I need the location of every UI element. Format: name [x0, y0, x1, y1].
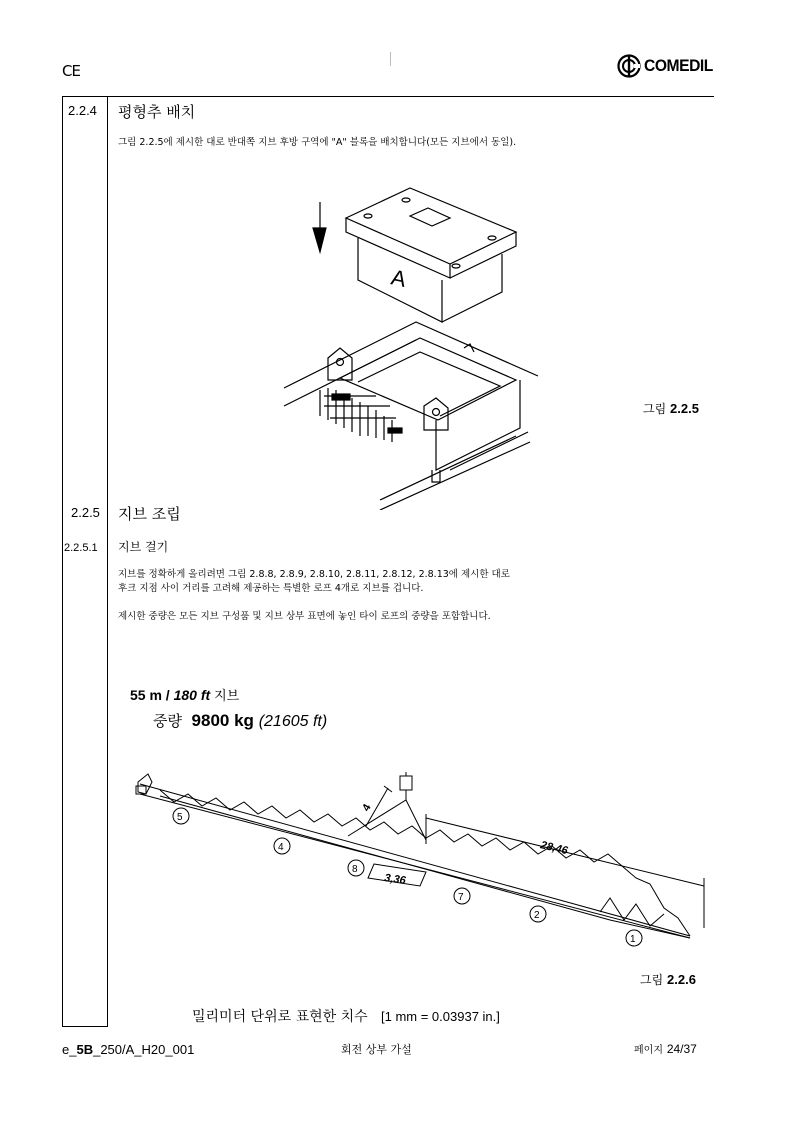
- figure-jib-lifting: [130, 768, 710, 948]
- part-4-label: 4: [278, 842, 284, 853]
- document-code: e_5B_250/A_H20_001: [62, 1042, 195, 1057]
- section-number-2-2-5: 2.2.5: [71, 505, 100, 520]
- section-2-2-5-1-para1-line1: 지브를 정확하게 올리려면 그림 2.8.8, 2.8.9, 2.8.10, 2.8.11, 2.8.12, 2.8.13에 제시한 대로: [118, 569, 510, 580]
- dimension-long: 28,46: [539, 839, 569, 858]
- part-5-label: 5: [177, 812, 183, 823]
- jib-length-spec: 55 m / 180 ft 지브: [130, 687, 240, 704]
- figure-counterweight-placement: [280, 180, 540, 510]
- logo-wordmark: COMEDIL: [644, 56, 713, 75]
- block-a-label: A: [388, 264, 409, 292]
- dimension-base: 3,36: [383, 872, 407, 887]
- section-number-2-2-5-1: 2.2.5.1: [64, 542, 98, 554]
- section-title-counterweight: 평형추 배치: [118, 103, 196, 121]
- ce-mark: CE: [62, 62, 80, 80]
- section-2-2-5-1-para2: 제시한 중량은 모든 지브 구성품 및 지브 상부 표면에 놓인 타이 로프의 중량을 포함합니다.: [118, 611, 491, 622]
- part-7-label: 7: [458, 892, 464, 903]
- part-1-label: 1: [630, 934, 636, 945]
- figure-2-2-5-caption: 그림 2.2.5: [643, 401, 699, 416]
- jib-weight-spec: 중량 9800 kg (21605 ft): [153, 711, 328, 730]
- section-title-jib-hooking: 지브 걸기: [118, 540, 169, 554]
- dimension-height: 4: [360, 802, 374, 814]
- section-title-jib-assembly: 지브 조립: [118, 505, 181, 523]
- section-number-2-2-4: 2.2.4: [68, 103, 97, 118]
- part-8-label: 8: [352, 864, 358, 875]
- crop-mark: [390, 52, 391, 66]
- section-2-2-4-text: 그림 2.2.5에 제시한 대로 반대쪽 지브 후방 구역에 "A" 블록을 배치합니다(모든 지브에서 동일).: [118, 137, 517, 148]
- units-note: 밀리미터 단위로 표현한 치수 [1 mm = 0.03937 in.]: [192, 1009, 500, 1025]
- footer-section-title: 회전 상부 가설: [341, 1043, 412, 1056]
- part-2-label: 2: [534, 910, 540, 921]
- page-number: 페이지 24/37: [634, 1042, 697, 1056]
- header-rule: [62, 96, 714, 97]
- section-number-column: [62, 96, 108, 1027]
- comedil-logo: [617, 53, 719, 79]
- section-2-2-5-1-para1-line2: 후크 지점 사이 거리를 고려해 제공하는 특별한 로프 4개로 지브를 겁니다.: [118, 583, 424, 594]
- figure-2-2-6-caption: 그림 2.2.6: [640, 972, 696, 987]
- comedil-emblem-icon: [617, 54, 641, 78]
